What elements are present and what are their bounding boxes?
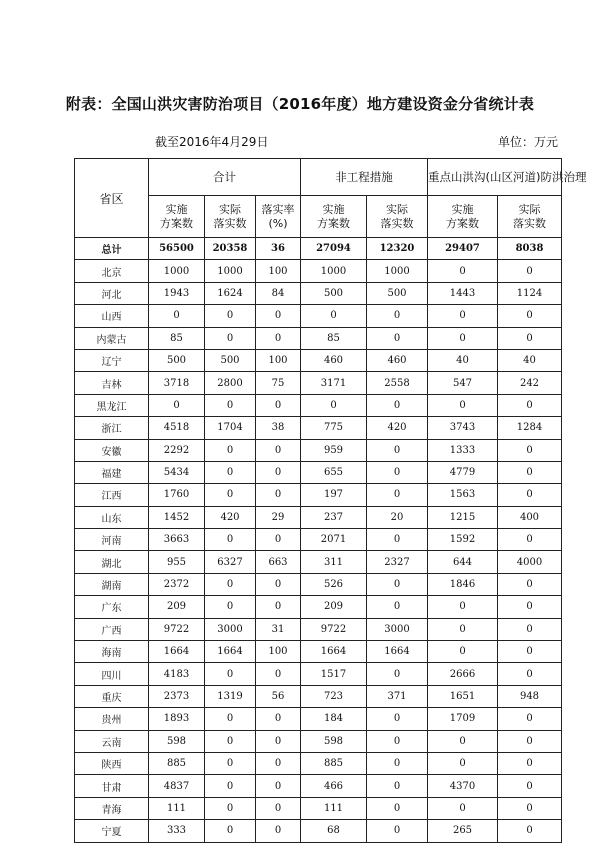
value-cell: 1000 bbox=[205, 260, 256, 282]
value-cell: 1452 bbox=[149, 506, 205, 528]
value-cell: 0 bbox=[498, 260, 562, 282]
value-cell: 0 bbox=[367, 394, 428, 416]
value-cell: 1124 bbox=[498, 282, 562, 304]
province-cell: 四川 bbox=[75, 663, 149, 685]
value-cell: 0 bbox=[256, 573, 301, 595]
province-cell: 安徽 bbox=[75, 439, 149, 461]
value-cell: 0 bbox=[205, 752, 256, 774]
province-cell: 总计 bbox=[75, 238, 149, 260]
value-cell: 500 bbox=[301, 282, 367, 304]
value-cell: 0 bbox=[367, 529, 428, 551]
value-cell: 0 bbox=[301, 394, 367, 416]
province-cell: 河南 bbox=[75, 529, 149, 551]
value-cell: 0 bbox=[205, 775, 256, 797]
value-cell: 9722 bbox=[149, 618, 205, 640]
value-cell: 526 bbox=[301, 573, 367, 595]
value-cell: 1000 bbox=[301, 260, 367, 282]
value-cell: 0 bbox=[256, 663, 301, 685]
value-cell: 723 bbox=[301, 685, 367, 707]
value-cell: 2071 bbox=[301, 529, 367, 551]
table-row bbox=[75, 797, 562, 819]
value-cell: 0 bbox=[428, 752, 498, 774]
value-cell: 100 bbox=[256, 641, 301, 663]
value-cell: 1664 bbox=[149, 641, 205, 663]
value-cell: 0 bbox=[498, 797, 562, 819]
value-cell: 311 bbox=[301, 551, 367, 573]
value-cell: 1709 bbox=[428, 708, 498, 730]
value-cell: 2666 bbox=[428, 663, 498, 685]
value-cell: 237 bbox=[301, 506, 367, 528]
value-cell: 197 bbox=[301, 484, 367, 506]
sub-header-1 bbox=[205, 196, 256, 238]
table-row bbox=[75, 484, 562, 506]
province-cell: 重庆 bbox=[75, 685, 149, 707]
value-cell: 100 bbox=[256, 349, 301, 371]
value-cell: 0 bbox=[367, 573, 428, 595]
table-row bbox=[75, 708, 562, 730]
province-cell: 浙江 bbox=[75, 417, 149, 439]
value-cell: 2372 bbox=[149, 573, 205, 595]
value-cell: 56 bbox=[256, 685, 301, 707]
value-cell: 0 bbox=[498, 484, 562, 506]
value-cell: 1443 bbox=[428, 282, 498, 304]
value-cell: 1664 bbox=[205, 641, 256, 663]
value-cell: 0 bbox=[205, 820, 256, 842]
value-cell: 0 bbox=[367, 708, 428, 730]
value-cell: 3000 bbox=[367, 618, 428, 640]
group-header-total: 合计 bbox=[149, 159, 301, 196]
value-cell: 0 bbox=[367, 730, 428, 752]
sub-header-line: 实施 bbox=[451, 202, 474, 216]
table-row bbox=[75, 260, 562, 282]
value-cell: 4000 bbox=[498, 551, 562, 573]
value-cell: 0 bbox=[205, 439, 256, 461]
value-cell: 1624 bbox=[205, 282, 256, 304]
value-cell: 1651 bbox=[428, 685, 498, 707]
value-cell: 36 bbox=[256, 238, 301, 260]
value-cell: 0 bbox=[367, 775, 428, 797]
sub-header-line: 落实数 bbox=[380, 216, 414, 230]
table-row bbox=[75, 529, 562, 551]
province-cell: 吉林 bbox=[75, 372, 149, 394]
value-cell: 0 bbox=[428, 797, 498, 819]
value-cell: 0 bbox=[498, 663, 562, 685]
value-cell: 0 bbox=[205, 730, 256, 752]
value-cell: 0 bbox=[256, 305, 301, 327]
value-cell: 1943 bbox=[149, 282, 205, 304]
value-cell: 420 bbox=[205, 506, 256, 528]
total-row bbox=[75, 238, 562, 260]
value-cell: 1664 bbox=[367, 641, 428, 663]
table-row bbox=[75, 820, 562, 842]
value-cell: 9722 bbox=[301, 618, 367, 640]
sub-header-line: 实际 bbox=[386, 202, 408, 216]
value-cell: 0 bbox=[256, 797, 301, 819]
value-cell: 0 bbox=[498, 618, 562, 640]
table-row bbox=[75, 439, 562, 461]
value-cell: 0 bbox=[256, 820, 301, 842]
sub-header-line: 实施 bbox=[322, 202, 345, 216]
table-row bbox=[75, 417, 562, 439]
province-cell: 青海 bbox=[75, 797, 149, 819]
value-cell: 2327 bbox=[367, 551, 428, 573]
province-cell: 贵州 bbox=[75, 708, 149, 730]
sub-header-line: 落实数 bbox=[513, 216, 546, 230]
value-cell: 40 bbox=[498, 349, 562, 371]
value-cell: 0 bbox=[428, 305, 498, 327]
value-cell: 0 bbox=[205, 596, 256, 618]
funding-statistics-table bbox=[74, 158, 587, 843]
value-cell: 2558 bbox=[367, 372, 428, 394]
value-cell: 0 bbox=[498, 394, 562, 416]
value-cell: 0 bbox=[205, 573, 256, 595]
table-body bbox=[75, 238, 562, 843]
value-cell: 85 bbox=[149, 327, 205, 349]
province-cell: 山西 bbox=[75, 305, 149, 327]
value-cell: 2373 bbox=[149, 685, 205, 707]
value-cell: 0 bbox=[428, 618, 498, 640]
table-row bbox=[75, 282, 562, 304]
value-cell: 20358 bbox=[205, 238, 256, 260]
value-cell: 0 bbox=[498, 730, 562, 752]
value-cell: 8038 bbox=[498, 238, 562, 260]
value-cell: 0 bbox=[367, 596, 428, 618]
value-cell: 0 bbox=[256, 708, 301, 730]
value-cell: 0 bbox=[428, 394, 498, 416]
table-row bbox=[75, 394, 562, 416]
value-cell: 0 bbox=[367, 305, 428, 327]
value-cell: 0 bbox=[256, 394, 301, 416]
province-cell: 湖南 bbox=[75, 573, 149, 595]
value-cell: 1563 bbox=[428, 484, 498, 506]
value-cell: 29 bbox=[256, 506, 301, 528]
sub-header-line: 实施 bbox=[165, 202, 188, 216]
value-cell: 4779 bbox=[428, 461, 498, 483]
value-cell: 2800 bbox=[205, 372, 256, 394]
value-cell: 0 bbox=[498, 439, 562, 461]
sub-header-5 bbox=[428, 196, 498, 238]
value-cell: 955 bbox=[149, 551, 205, 573]
value-cell: 4518 bbox=[149, 417, 205, 439]
value-cell: 4370 bbox=[428, 775, 498, 797]
value-cell: 85 bbox=[301, 327, 367, 349]
province-cell: 甘肃 bbox=[75, 775, 149, 797]
value-cell: 0 bbox=[367, 663, 428, 685]
sub-header-2 bbox=[256, 196, 301, 238]
value-cell: 885 bbox=[149, 752, 205, 774]
value-cell: 0 bbox=[205, 663, 256, 685]
value-cell: 0 bbox=[428, 260, 498, 282]
value-cell: 20 bbox=[367, 506, 428, 528]
value-cell: 1284 bbox=[498, 417, 562, 439]
table-row bbox=[75, 305, 562, 327]
value-cell: 4183 bbox=[149, 663, 205, 685]
value-cell: 0 bbox=[205, 797, 256, 819]
province-cell: 辽宁 bbox=[75, 349, 149, 371]
value-cell: 75 bbox=[256, 372, 301, 394]
value-cell: 400 bbox=[498, 506, 562, 528]
sub-header-line: 落实率 bbox=[261, 202, 295, 216]
value-cell: 0 bbox=[367, 439, 428, 461]
value-cell: 68 bbox=[301, 820, 367, 842]
value-cell: 0 bbox=[205, 708, 256, 730]
value-cell: 0 bbox=[428, 596, 498, 618]
value-cell: 56500 bbox=[149, 238, 205, 260]
value-cell: 0 bbox=[205, 529, 256, 551]
value-cell: 0 bbox=[367, 327, 428, 349]
document-title: 附表：全国山洪灾害防治项目（2016年度）地方建设资金分省统计表 bbox=[65, 95, 535, 113]
province-cell: 湖北 bbox=[75, 551, 149, 573]
value-cell: 184 bbox=[301, 708, 367, 730]
value-cell: 3663 bbox=[149, 529, 205, 551]
province-cell: 黑龙江 bbox=[75, 394, 149, 416]
value-cell: 0 bbox=[367, 820, 428, 842]
value-cell: 1215 bbox=[428, 506, 498, 528]
province-cell: 福建 bbox=[75, 461, 149, 483]
province-column-header: 省区 bbox=[75, 159, 149, 238]
value-cell: 0 bbox=[149, 305, 205, 327]
group-header-non-engineering: 非工程措施 bbox=[301, 159, 428, 196]
value-cell: 0 bbox=[498, 752, 562, 774]
value-cell: 3718 bbox=[149, 372, 205, 394]
sub-header-0 bbox=[149, 196, 205, 238]
value-cell: 885 bbox=[301, 752, 367, 774]
value-cell: 3000 bbox=[205, 618, 256, 640]
value-cell: 12320 bbox=[367, 238, 428, 260]
value-cell: 0 bbox=[498, 775, 562, 797]
table-row bbox=[75, 685, 562, 707]
value-cell: 460 bbox=[367, 349, 428, 371]
sub-header-line: 实际 bbox=[219, 202, 241, 216]
value-cell: 0 bbox=[498, 529, 562, 551]
value-cell: 0 bbox=[367, 484, 428, 506]
value-cell: 1592 bbox=[428, 529, 498, 551]
value-cell: 209 bbox=[301, 596, 367, 618]
unit-label: 单位：万元 bbox=[498, 135, 559, 149]
province-cell: 陕西 bbox=[75, 752, 149, 774]
value-cell: 31 bbox=[256, 618, 301, 640]
value-cell: 0 bbox=[256, 484, 301, 506]
value-cell: 0 bbox=[256, 752, 301, 774]
value-cell: 0 bbox=[367, 752, 428, 774]
value-cell: 333 bbox=[149, 820, 205, 842]
value-cell: 0 bbox=[149, 394, 205, 416]
table-row bbox=[75, 596, 562, 618]
table-row bbox=[75, 663, 562, 685]
value-cell: 40 bbox=[428, 349, 498, 371]
province-cell: 宁夏 bbox=[75, 820, 149, 842]
province-cell: 广西 bbox=[75, 618, 149, 640]
value-cell: 959 bbox=[301, 439, 367, 461]
value-cell: 111 bbox=[149, 797, 205, 819]
value-cell: 0 bbox=[256, 596, 301, 618]
province-cell: 内蒙古 bbox=[75, 327, 149, 349]
table-row bbox=[75, 752, 562, 774]
table-row bbox=[75, 506, 562, 528]
value-cell: 0 bbox=[498, 573, 562, 595]
value-cell: 209 bbox=[149, 596, 205, 618]
value-cell: 1000 bbox=[367, 260, 428, 282]
table-row bbox=[75, 372, 562, 394]
value-cell: 265 bbox=[428, 820, 498, 842]
value-cell: 1846 bbox=[428, 573, 498, 595]
value-cell: 0 bbox=[498, 461, 562, 483]
province-cell: 山东 bbox=[75, 506, 149, 528]
value-cell: 775 bbox=[301, 417, 367, 439]
value-cell: 1893 bbox=[149, 708, 205, 730]
sub-header-line: 方案数 bbox=[160, 216, 193, 230]
value-cell: 0 bbox=[367, 797, 428, 819]
sub-header-line: 方案数 bbox=[317, 216, 350, 230]
province-cell: 云南 bbox=[75, 730, 149, 752]
value-cell: 1760 bbox=[149, 484, 205, 506]
value-cell: 3171 bbox=[301, 372, 367, 394]
table-row bbox=[75, 349, 562, 371]
value-cell: 1333 bbox=[428, 439, 498, 461]
value-cell: 948 bbox=[498, 685, 562, 707]
value-cell: 38 bbox=[256, 417, 301, 439]
value-cell: 0 bbox=[428, 327, 498, 349]
value-cell: 0 bbox=[256, 730, 301, 752]
sub-header-4 bbox=[367, 196, 428, 238]
report-date: 截至2016年4月29日 bbox=[155, 135, 269, 149]
value-cell: 0 bbox=[205, 461, 256, 483]
table-row bbox=[75, 551, 562, 573]
value-cell: 242 bbox=[498, 372, 562, 394]
value-cell: 0 bbox=[301, 305, 367, 327]
province-cell: 北京 bbox=[75, 260, 149, 282]
value-cell: 0 bbox=[498, 305, 562, 327]
value-cell: 0 bbox=[205, 484, 256, 506]
table-row bbox=[75, 641, 562, 663]
table-row bbox=[75, 327, 562, 349]
value-cell: 655 bbox=[301, 461, 367, 483]
value-cell: 0 bbox=[256, 529, 301, 551]
table-row bbox=[75, 618, 562, 640]
value-cell: 0 bbox=[256, 327, 301, 349]
value-cell: 4837 bbox=[149, 775, 205, 797]
value-cell: 84 bbox=[256, 282, 301, 304]
value-cell: 598 bbox=[149, 730, 205, 752]
value-cell: 598 bbox=[301, 730, 367, 752]
value-cell: 500 bbox=[149, 349, 205, 371]
table-row bbox=[75, 461, 562, 483]
value-cell: 0 bbox=[428, 641, 498, 663]
value-cell: 460 bbox=[301, 349, 367, 371]
value-cell: 1319 bbox=[205, 685, 256, 707]
value-cell: 0 bbox=[498, 820, 562, 842]
value-cell: 6327 bbox=[205, 551, 256, 573]
value-cell: 1664 bbox=[301, 641, 367, 663]
value-cell: 466 bbox=[301, 775, 367, 797]
value-cell: 663 bbox=[256, 551, 301, 573]
value-cell: 0 bbox=[498, 596, 562, 618]
value-cell: 1000 bbox=[149, 260, 205, 282]
province-cell: 江西 bbox=[75, 484, 149, 506]
table-row bbox=[75, 573, 562, 595]
value-cell: 0 bbox=[205, 394, 256, 416]
value-cell: 29407 bbox=[428, 238, 498, 260]
value-cell: 0 bbox=[256, 439, 301, 461]
value-cell: 0 bbox=[428, 730, 498, 752]
value-cell: 1517 bbox=[301, 663, 367, 685]
table-row bbox=[75, 775, 562, 797]
province-cell: 河北 bbox=[75, 282, 149, 304]
sub-header-6 bbox=[498, 196, 562, 238]
value-cell: 2292 bbox=[149, 439, 205, 461]
value-cell: 0 bbox=[205, 305, 256, 327]
sub-header-3 bbox=[301, 196, 367, 238]
group-header-key-flood-gully: 重点山洪沟(山区河道)防洪治理 bbox=[428, 159, 562, 196]
value-cell: 0 bbox=[498, 708, 562, 730]
province-cell: 广东 bbox=[75, 596, 149, 618]
value-cell: 0 bbox=[256, 775, 301, 797]
value-cell: 644 bbox=[428, 551, 498, 573]
value-cell: 0 bbox=[256, 461, 301, 483]
value-cell: 547 bbox=[428, 372, 498, 394]
sub-header-line: 实际 bbox=[518, 202, 541, 216]
value-cell: 5434 bbox=[149, 461, 205, 483]
value-cell: 27094 bbox=[301, 238, 367, 260]
value-cell: 500 bbox=[367, 282, 428, 304]
value-cell: 500 bbox=[205, 349, 256, 371]
value-cell: 371 bbox=[367, 685, 428, 707]
value-cell: 0 bbox=[498, 641, 562, 663]
sub-header-line: (%) bbox=[268, 216, 288, 230]
table-row bbox=[75, 730, 562, 752]
sub-header-line: 落实数 bbox=[213, 216, 247, 230]
value-cell: 0 bbox=[205, 327, 256, 349]
sub-header-line: 方案数 bbox=[446, 216, 479, 230]
value-cell: 111 bbox=[301, 797, 367, 819]
value-cell: 420 bbox=[367, 417, 428, 439]
value-cell: 0 bbox=[498, 327, 562, 349]
value-cell: 100 bbox=[256, 260, 301, 282]
value-cell: 1704 bbox=[205, 417, 256, 439]
province-cell: 海南 bbox=[75, 641, 149, 663]
value-cell: 0 bbox=[367, 461, 428, 483]
value-cell: 3743 bbox=[428, 417, 498, 439]
